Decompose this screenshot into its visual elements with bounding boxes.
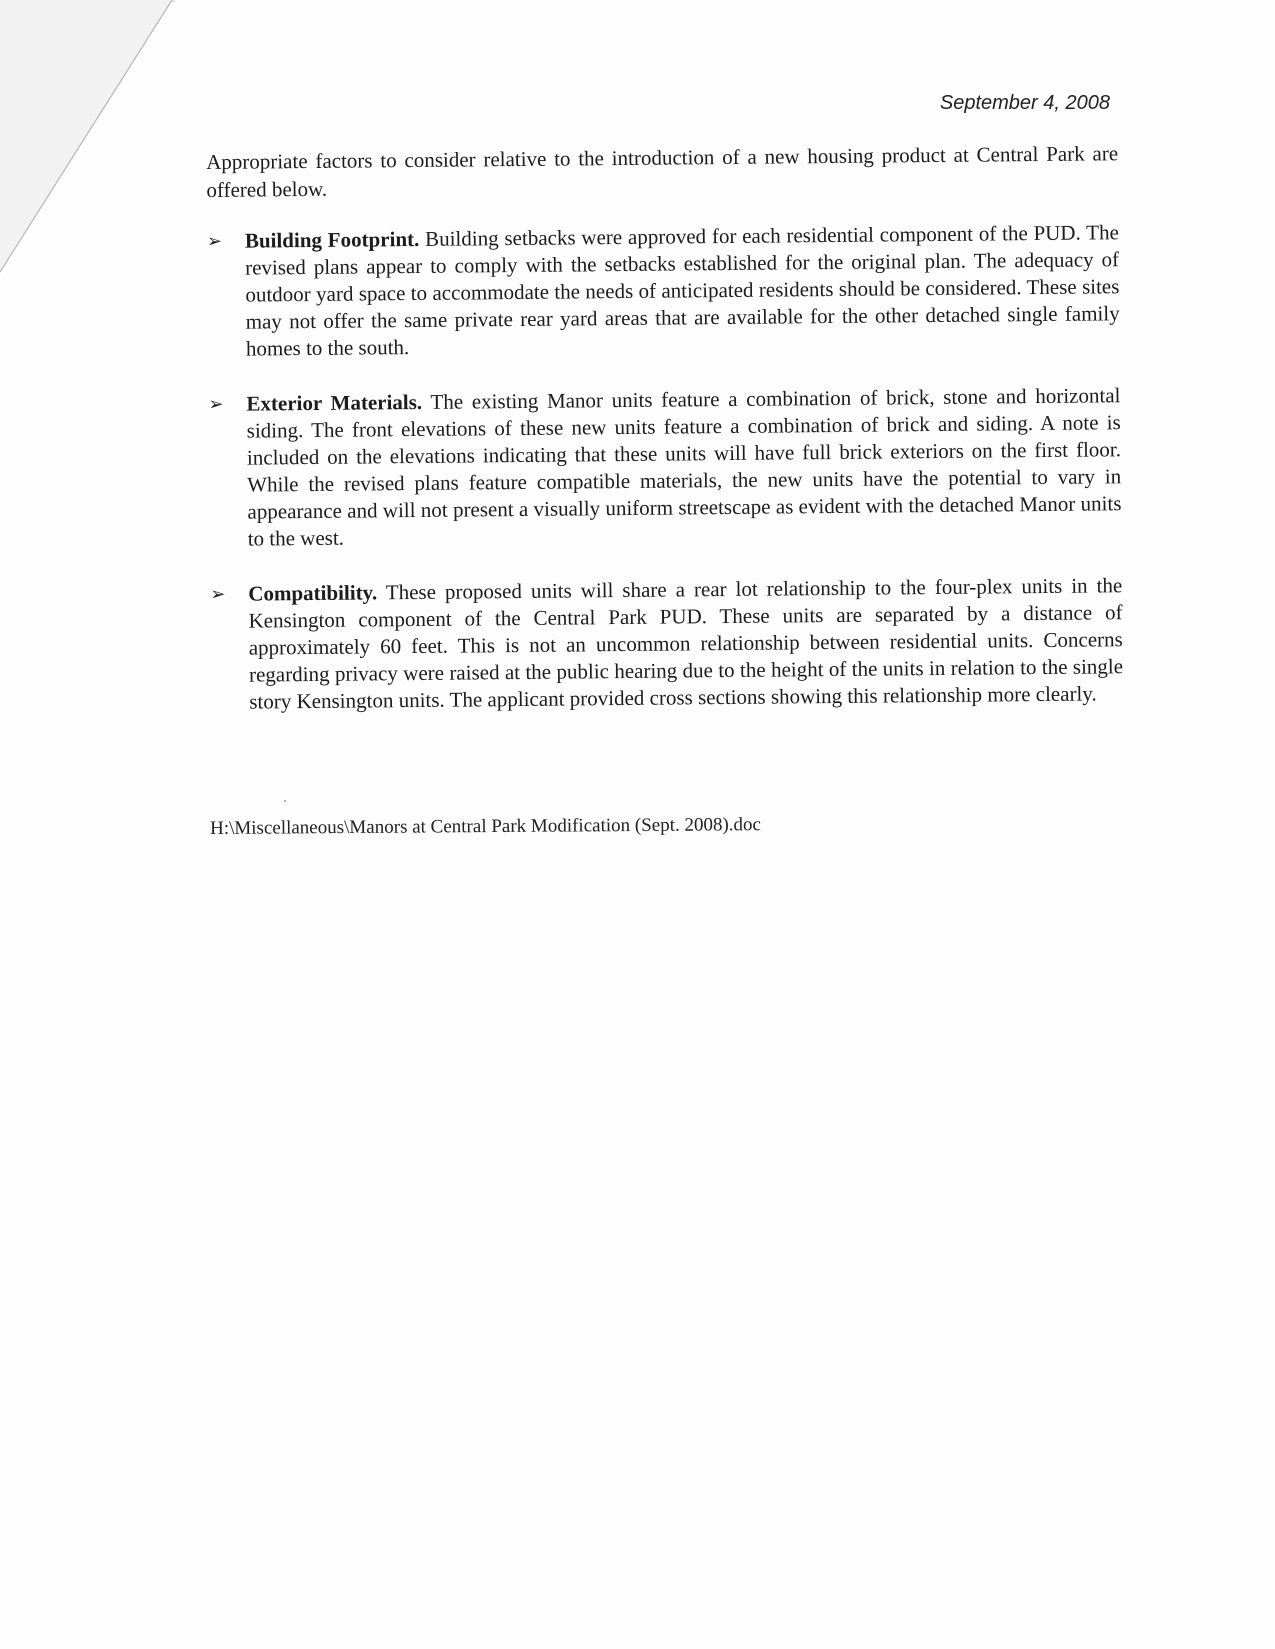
bullet-compatibility bbox=[210, 572, 1123, 716]
bullet-building-footprint bbox=[207, 219, 1120, 363]
folded-corner-shadow bbox=[0, 0, 175, 280]
bullet-text: The existing Manor units feature a combination of brick, stone and horizontal siding. The front elevations of these new units feature a combination of brick and siding. A note is included on the elevations indicating that these units will have full brick exteriors on the first floor. While the revised plans feature compatible materials, the new units have the potential to vary in appearance and will not present a visually uniform streetscape as evident with the detached Manor units to the west. bbox=[246, 383, 1122, 551]
bullet-exterior-materials bbox=[208, 382, 1122, 553]
bullet-heading: Exterior Materials. bbox=[246, 389, 423, 416]
bullet-heading: Building Footprint. bbox=[244, 226, 420, 253]
bullet-text: Building setbacks were approved for each residential component of the PUD. The revised plans appear to comply with the setbacks established for the original plan. The adequacy of outdoor yard space to accommodate the needs of anticipated residents should be considered. These sites may not offer the same private rear yard areas that are available for the other detached single family homes to the south. bbox=[245, 220, 1120, 361]
document-date: September 4, 2008 bbox=[939, 92, 1110, 114]
scan-speck bbox=[284, 800, 286, 802]
file-path-footer: H:\Miscellaneous\Manors at Central Park Modification (Sept. 2008).doc bbox=[210, 814, 762, 839]
bullet-heading: Compatibility. bbox=[248, 580, 378, 606]
arrow-bullet-icon: ➢ bbox=[210, 583, 226, 605]
arrow-bullet-icon: ➢ bbox=[208, 393, 224, 415]
document-body bbox=[206, 139, 1124, 744]
bullet-text: These proposed units will share a rear lot relationship to the four-plex units in the Kensington component of the Central Park PUD. These units are separated by a distance of approximately 60 feet. This is not an uncommon relationship between residential units. Concerns regarding privacy were raised at the public hearing due to the height of the units in relation to the single story Kensington units. The applicant provided cross sections showing this relationship more clearly. bbox=[248, 573, 1124, 714]
arrow-bullet-icon: ➢ bbox=[206, 230, 223, 252]
intro-paragraph: Appropriate factors to consider relative to the introduction of a new housing product at Central Park are offered below. bbox=[206, 141, 1119, 202]
